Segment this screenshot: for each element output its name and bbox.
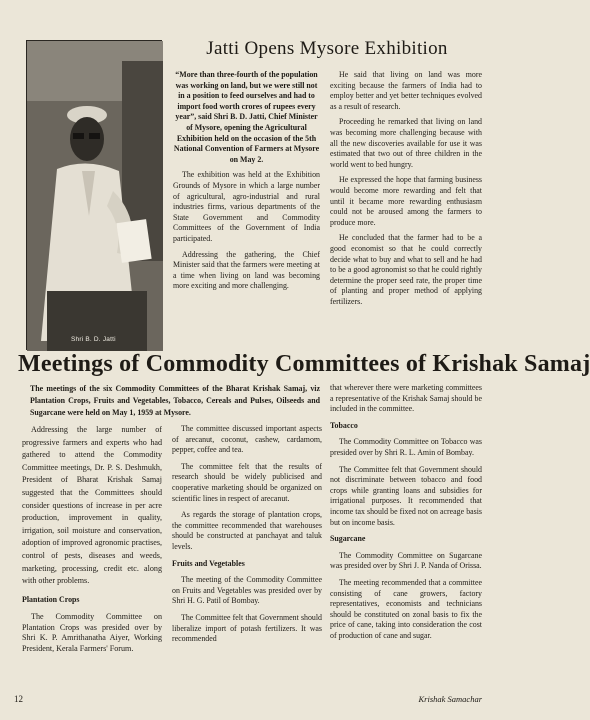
article2-intro	[30, 383, 320, 423]
portrait-illustration	[27, 41, 163, 351]
article1-title: Jatti Opens Mysore Exhibition	[206, 38, 448, 59]
article1-column-1	[173, 70, 320, 297]
article2-paragraph: The Committee felt that Government should liberalize import of potash fertilizers. It was recommended	[172, 612, 322, 644]
article2-title: Meetings of Commodity Committees of Krishak Samaj	[18, 351, 590, 377]
page-number: 12	[14, 694, 23, 704]
article2-paragraph: As regards the storage of plantation crops, the committee recommended that warehouses should be constructed at panchayat and taluk levels.	[172, 510, 322, 551]
subhead-plantation: Plantation Crops	[22, 594, 80, 604]
article1-column-2	[330, 70, 482, 312]
article1-paragraph: Addressing the gathering, the Chief Minister said that the farmers were meeting at a time when living on land was becoming more exciting and more challenging.	[173, 249, 320, 291]
article2-intro-text: The meetings of the six Commodity Committees of the Bharat Krishak Samaj, viz Plantation Crops, Fruits and Vegetables, Tobacco, Cereals and Pulses, Oilseeds and Sugarcane were held on May 1, 1959 at Mysore.	[30, 384, 320, 417]
article1-paragraph: The exhibition was held at the Exhibition Grounds of Mysore in which a large number of agricultural, agro-industrial and rural industries firms, various departments of the State Government and Commodity Committees of the Government of India participated.	[173, 170, 320, 243]
article1-paragraph: Proceeding he remarked that living on land was becoming more challenging because with all the new discoveries available for use it was estimated that two out of three children in the world went to bed hungry.	[330, 117, 482, 169]
portrait-photo	[26, 40, 162, 350]
article2-paragraph: The Committee felt that Government should not discriminate between tobacco and food crops while granting loans and subsidies for irrigational purposes. It recommended that income tax should be fixed not on acreage basis but on income basis.	[330, 464, 482, 527]
article2-paragraph: Addressing the large number of progressive farmers and experts who had gathered to attend the Commodity Committee meetings, Dr. P. S. Deshmukh, President of Bharat Krishak Samaj suggested that the Committees should consider questions of increase in per acre production, improvement in quality, irrigation, soil moisture and conservation, adoption of improved agronomic practises, control of pests, diseases and weeds, marketing, processing, credit etc. along with other problems.	[22, 425, 162, 586]
article2-paragraph: The Commodity Committee on Sugarcane was presided over by Shri J. P. Nanda of Orissa.	[330, 550, 482, 571]
article2-column-1	[22, 424, 162, 660]
article2-paragraph: The meeting recommended that a committee consisting of cane growers, factory representatives, economists and technicians should be constituted on zonal basis to fix the price of cane, taking into consideration the cost of production of cane and sugar.	[330, 577, 482, 640]
article1-lede: “More than three-fourth of the population was working on land, but we were still not in a position to feed ourselves and had to import food worth crores of rupees every year”, said Shri B. D. Jatti, Chief Minister of Mysore, opening the Agricultural Exhibition held on the occasion of the 5th National Convention of Farmers at Mysore on May 2.	[173, 70, 320, 164]
subhead-tobacco: Tobacco	[330, 420, 358, 430]
article2-paragraph: The committee felt that the results of research should be widely publicised and cooperative marketing should be organized on scientific lines in respect of arecanut.	[172, 461, 322, 503]
article2-column-3	[330, 383, 482, 647]
article2-paragraph: The meeting of the Commodity Committee on Fruits and Vegetables was presided over by Shri H. G. Patil of Bombay.	[172, 575, 322, 606]
article2-paragraph: that wherever there were marketing committees a representative of the Krishak Samaj should be included in the committee.	[330, 383, 482, 414]
subhead-sugarcane: Sugarcane	[330, 534, 366, 544]
article1-paragraph: He concluded that the farmer had to be a good economist so that he could correctly decide what to buy and what to sell and he had to be a good agronomist so that he could rightly determine the proper seed rate, the proper time of planting and proper method of applying fertilizers.	[330, 233, 482, 306]
article2-paragraph: The Commodity Committee on Plantation Crops was presided over by Shri K. P. Amrithanatha Aiyer, Working President, Kerala Farmers' Forum.	[22, 612, 162, 653]
article2-paragraph: The committee discussed important aspects of arecanut, coconut, cashew, cardamom, pepper, coffee and tea.	[172, 424, 322, 455]
subhead-fruits: Fruits and Vegetables	[172, 558, 245, 568]
publication-name: Krishak Samachar	[418, 694, 482, 704]
article1-paragraph: He expressed the hope that farming business would become more rewarding and felt that until it became more rewarding enthusiasm could not be aroused among the farmers to produce more.	[330, 175, 482, 227]
article1-paragraph: He said that living on land was more exciting because the farmers of India had to employ better and yet better techniques evolved as a result of research.	[330, 70, 482, 111]
article2-paragraph: The Commodity Committee on Tobacco was presided over by Shri R. L. Amin of Bombay.	[330, 437, 482, 457]
photo-caption: Shri B. D. Jatti	[71, 336, 116, 343]
article2-column-2	[172, 424, 322, 651]
